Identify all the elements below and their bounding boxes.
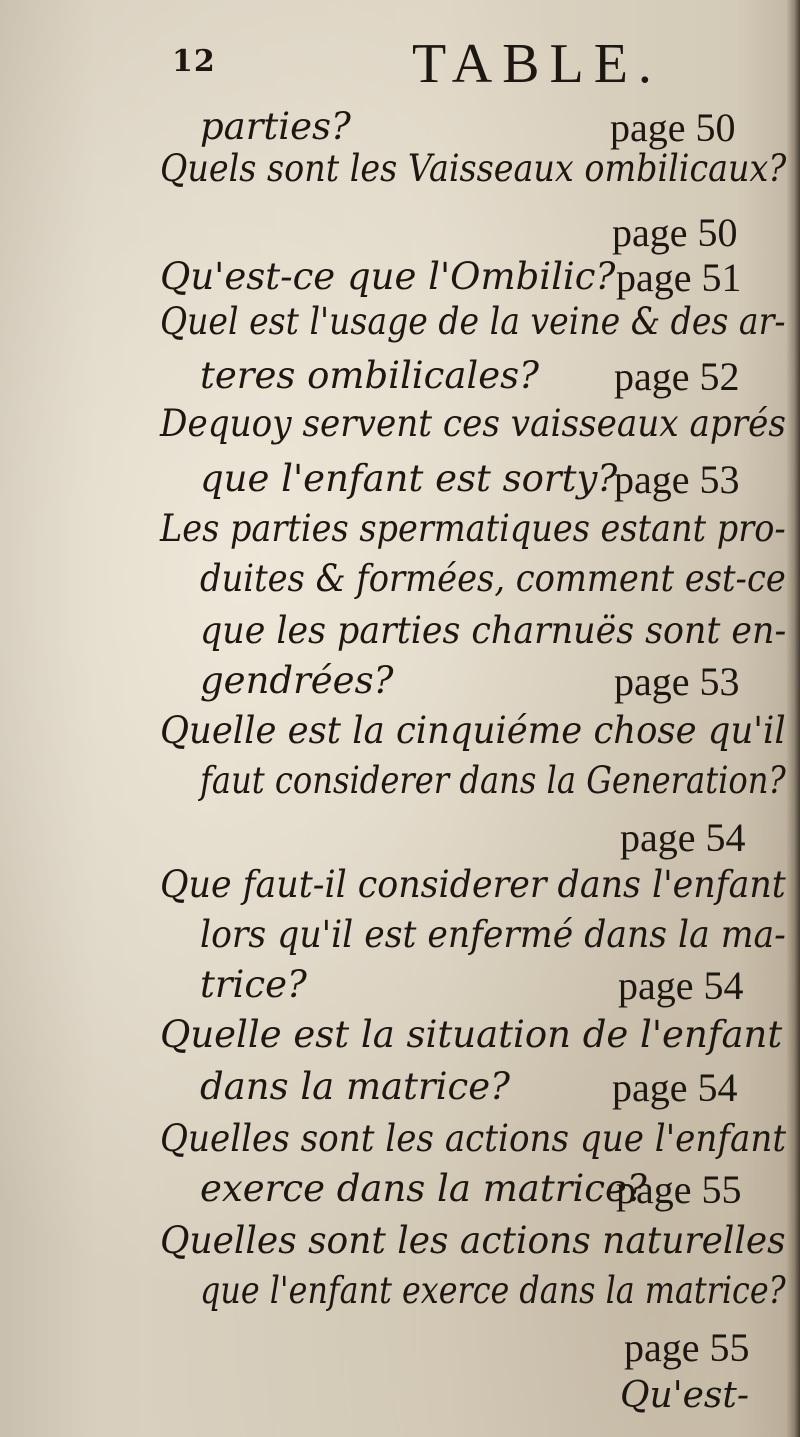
entry-line: duites & formées, comment est-ce bbox=[200, 557, 786, 600]
entry-line: que l'enfant exerce dans la matrice? bbox=[200, 1269, 786, 1312]
entry-line: Quelles sont les actions naturelles bbox=[160, 1219, 786, 1262]
entry-page-ref: page 55 bbox=[624, 1325, 750, 1370]
entry-page-ref: page 53 bbox=[614, 659, 740, 704]
entry-line: Quelle est la situation de l'enfant bbox=[160, 1013, 783, 1056]
entry-line: faut considerer dans la Generation? bbox=[200, 759, 786, 802]
entry-line: que les parties charnuës sont en- bbox=[200, 609, 787, 652]
entry-line: Quelle est la cinquiéme chose qu'il bbox=[160, 709, 786, 752]
entry-line: Les parties spermatiques estant pro- bbox=[160, 507, 786, 550]
entry-line: Qu'est-ce que l'Ombilic? bbox=[160, 255, 616, 298]
entry-page-ref: page 50 bbox=[612, 210, 738, 255]
entry-line: lors qu'il est enfermé dans la ma- bbox=[200, 913, 786, 956]
entry-line: trice? bbox=[200, 963, 307, 1006]
entry-page-ref: page 50 bbox=[610, 105, 736, 150]
entry-line: dans la matrice? bbox=[200, 1065, 510, 1108]
entry-line: Quelles sont les actions que l'enfant bbox=[160, 1117, 787, 1160]
entry-line: Dequoy servent ces vaisseaux aprés bbox=[160, 402, 786, 445]
entry-page-ref: page 55 bbox=[616, 1167, 742, 1212]
entry-page-ref: page 54 bbox=[612, 1065, 738, 1110]
page-number: 12 bbox=[172, 44, 216, 79]
entry-line: Que faut-il considerer dans l'enfant bbox=[160, 863, 786, 906]
page-edge-shadow bbox=[786, 0, 800, 1437]
entry-page-ref: page 51 bbox=[616, 255, 742, 300]
entry-line: teres ombilicales? bbox=[200, 354, 539, 397]
entry-page-ref: page 52 bbox=[614, 354, 740, 399]
entry-line: gendrées? bbox=[200, 659, 394, 702]
entry-page-ref: page 53 bbox=[614, 457, 740, 502]
entry-page-ref: page 54 bbox=[620, 815, 746, 860]
catchword: Qu'est- bbox=[620, 1375, 750, 1416]
entry-line: parties? bbox=[200, 105, 351, 148]
entry-line: Quel est l'usage de la veine & des ar- bbox=[160, 300, 786, 343]
entry-page-ref: page 54 bbox=[618, 963, 744, 1008]
entry-line: exerce dans la matrice? bbox=[200, 1167, 647, 1210]
page-title: TABLE. bbox=[412, 33, 662, 95]
entry-line: Quels sont les Vaisseaux ombilicaux? bbox=[160, 147, 787, 190]
entry-line: que l'enfant est sorty? bbox=[200, 457, 618, 500]
